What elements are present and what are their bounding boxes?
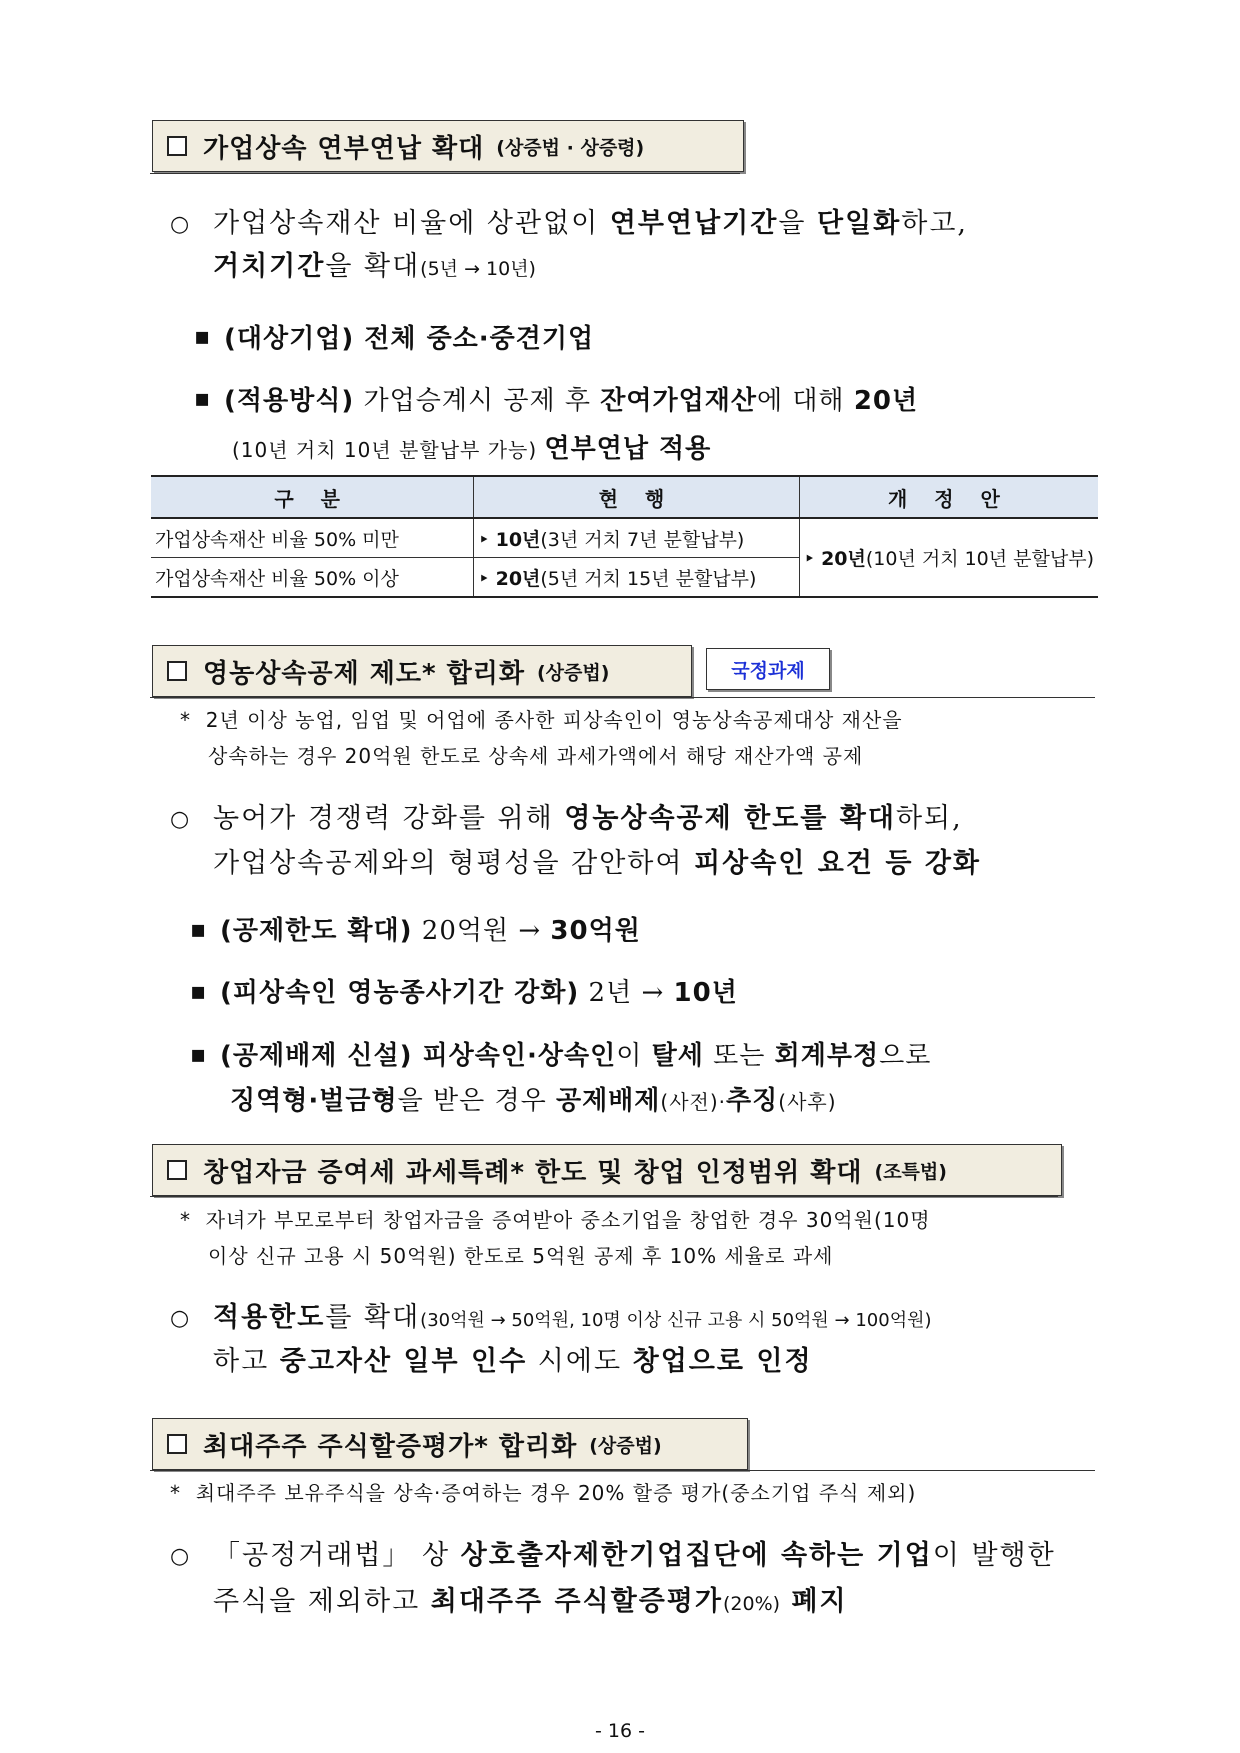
bullet-item: (대상기업) 전체 중소·중견기업 xyxy=(224,324,595,354)
footnote: 이상 신규 고용 시 50억원) 한도로 5억원 공제 후 10% 세율로 과세 xyxy=(208,1244,834,1268)
checkbox-square-icon xyxy=(167,661,187,681)
table-cell: ‣ 10년(3년 거치 7년 분할납부) xyxy=(474,518,799,558)
section-header-4 xyxy=(152,1418,748,1470)
section-underline xyxy=(150,697,1095,698)
table-row xyxy=(151,518,1098,558)
paragraph: 적용한도를 확대(30억원 → 50억원, 10명 이상 신규 고용 시 50억원 → 100억원) xyxy=(213,1302,932,1333)
section-title: 가업상속 연부연납 확대 xyxy=(203,133,485,164)
paragraph: 가업상속재산 비율에 상관없이 연부연납기간을 단일화하고, xyxy=(213,208,968,239)
table-header-row xyxy=(151,476,1098,518)
circle-bullet-icon: ○ xyxy=(170,1306,190,1331)
footnote: * 자녀가 부모로부터 창업자금을 증여받아 중소기업을 창업한 경우 30억원(10명 xyxy=(180,1208,931,1232)
table-cell: ‣ 20년(5년 거치 15년 분할납부) xyxy=(474,558,799,598)
paragraph: 하고 중고자산 일부 인수 시에도 창업으로 인정 xyxy=(213,1346,813,1377)
bullet-item: (공제한도 확대) 20억원 → 30억원 xyxy=(220,916,641,946)
section-underline xyxy=(150,173,740,174)
paragraph: 가업상속공제와의 형평성을 감안하여 피상속인 요건 등 강화 xyxy=(213,848,981,879)
square-bullet-icon: ▪ xyxy=(194,322,211,350)
square-bullet-icon: ▪ xyxy=(190,915,207,943)
table-header: 구 분 xyxy=(151,476,474,518)
section-underline xyxy=(150,1470,1095,1471)
bullet-item: (공제배제 신설) 피상속인·상속인이 탈세 또는 회계부정으로 xyxy=(220,1041,932,1071)
paragraph: 「공정거래법」 상 상호출자제한기업집단에 속하는 기업이 발행한 xyxy=(213,1540,1056,1571)
footnote: * 2년 이상 농업, 임업 및 어업에 종사한 피상속인이 영농상속공제대상 재산을 xyxy=(180,708,903,732)
bullet-item: (피상속인 영농종사기간 강화) 2년 → 10년 xyxy=(220,978,738,1008)
section-title: 최대주주 주식할증평가* 합리화 xyxy=(203,1431,578,1462)
section-law: (상증법) xyxy=(589,1434,662,1457)
page-number: - 16 - xyxy=(595,1720,645,1742)
bullet-item-continued: (10년 거치 10년 분할납부 가능) 연부연납 적용 xyxy=(232,434,712,464)
circle-bullet-icon: ○ xyxy=(170,807,190,832)
square-bullet-icon: ▪ xyxy=(190,977,207,1005)
section-law: (조특법) xyxy=(874,1160,947,1183)
circle-bullet-icon: ○ xyxy=(170,212,190,237)
table-cell: 가업상속재산 비율 50% 미만 xyxy=(151,518,474,558)
section-underline xyxy=(150,1196,1058,1197)
bullet-item-continued: 징역형·벌금형을 받은 경우 공제배제(사전)·추징(사후) xyxy=(230,1086,837,1116)
section-law: (상증법 · 상증령) xyxy=(496,136,645,159)
section-header-1 xyxy=(152,120,744,172)
table-cell: ‣ 20년(10년 거치 10년 분할납부) xyxy=(799,518,1098,597)
section-law: (상증법) xyxy=(536,661,610,684)
footnote: * 최대주주 보유주식을 상속·증여하는 경우 20% 할증 평가(중소기업 주식 제외) xyxy=(170,1481,917,1505)
table-header: 현 행 xyxy=(474,476,799,518)
bullet-item: (적용방식) 가업승계시 공제 후 잔여가업재산에 대해 20년 xyxy=(224,386,919,416)
table-header: 개 정 안 xyxy=(799,476,1098,518)
checkbox-square-icon xyxy=(167,1160,187,1180)
checkbox-square-icon xyxy=(167,1434,187,1454)
section-title: 영농상속공제 제도* 합리화 xyxy=(203,658,525,689)
checkbox-square-icon xyxy=(167,136,187,156)
comparison-table xyxy=(151,475,1098,598)
paragraph: 주식을 제외하고 최대주주 주식할증평가(20%) 폐지 xyxy=(213,1586,848,1617)
national-task-badge: 국정과제 xyxy=(706,648,830,690)
section-header-2 xyxy=(152,645,692,697)
section-title: 창업자금 증여세 과세특례* 한도 및 창업 인정범위 확대 xyxy=(203,1157,863,1188)
circle-bullet-icon: ○ xyxy=(170,1544,190,1569)
square-bullet-icon: ▪ xyxy=(194,384,211,412)
square-bullet-icon: ▪ xyxy=(190,1040,207,1068)
paragraph: 농어가 경쟁력 강화를 위해 영농상속공제 한도를 확대하되, xyxy=(213,803,963,834)
footnote: 상속하는 경우 20억원 한도로 상속세 과세가액에서 해당 재산가액 공제 xyxy=(208,744,864,768)
table-cell: 가업상속재산 비율 50% 이상 xyxy=(151,558,474,598)
section-header-3 xyxy=(152,1144,1062,1196)
paragraph: 거치기간을 확대(5년 → 10년) xyxy=(213,251,536,282)
